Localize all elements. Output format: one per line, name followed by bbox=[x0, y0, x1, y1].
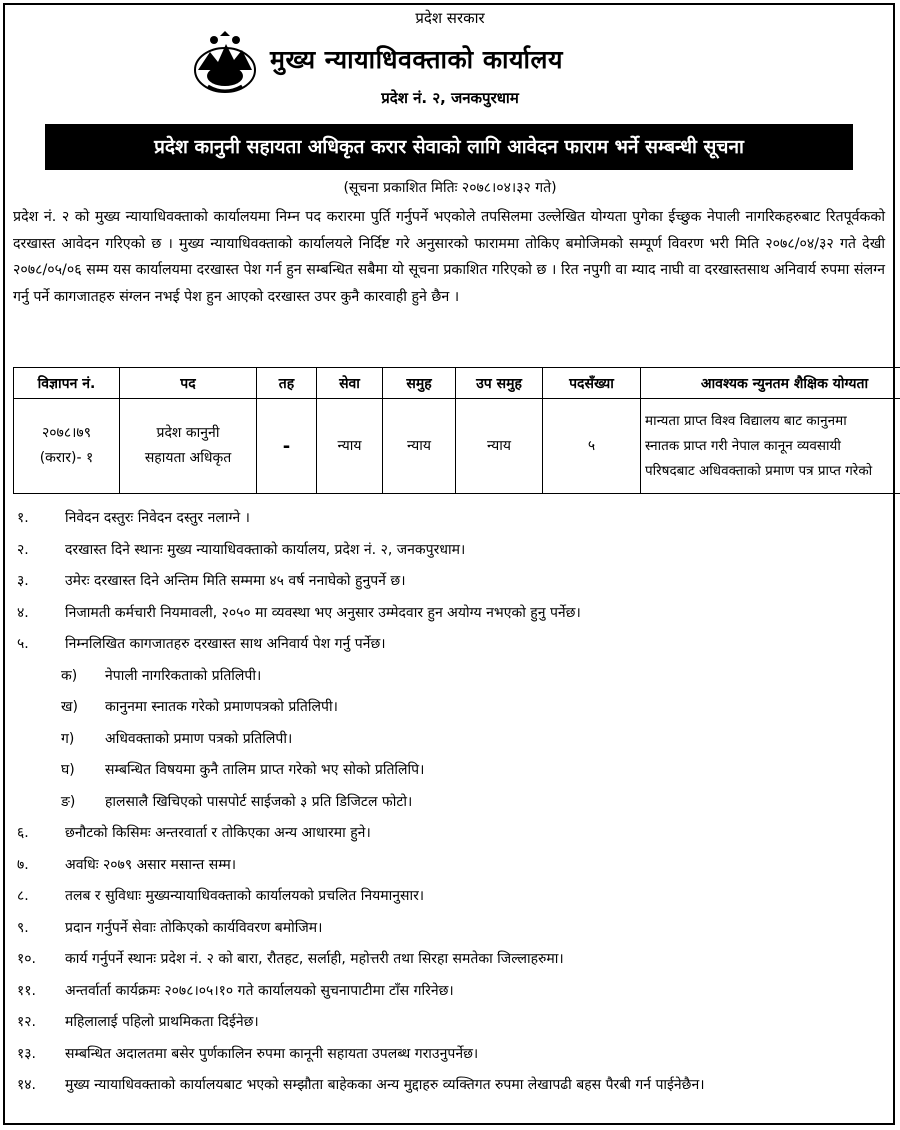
col-header-post: पद bbox=[120, 368, 257, 399]
cell-adv-no bbox=[14, 399, 120, 494]
sub-item-label: घ) bbox=[61, 762, 75, 778]
adv-no-line: २०७८।७९ bbox=[42, 425, 91, 441]
sub-list-item bbox=[13, 692, 893, 724]
item-text: तलब र सुविधाः मुख्यन्यायाधिवक्ताको कार्यालयको प्रचलित नियमानुसार। bbox=[65, 888, 425, 904]
list-item bbox=[13, 850, 893, 882]
sub-item-text: सम्बन्धित विषयमा कुनै तालिम प्राप्त गरेको भए सोको प्रतिलिपि। bbox=[105, 762, 425, 778]
item-text: निवेदन दस्तुरः निवेदन दस्तुर नलाग्ने । bbox=[65, 510, 250, 526]
item-text: अवधिः २०७९ असार मसान्त सम्म। bbox=[65, 856, 237, 873]
list-item bbox=[13, 944, 893, 976]
col-header-adv-no: विज्ञापन नं. bbox=[14, 368, 120, 399]
item-text: महिलालाई पहिलो प्राथमिकता दिईनेछ। bbox=[65, 1014, 259, 1030]
cell-level: - bbox=[257, 399, 317, 494]
sub-item-label: ङ) bbox=[61, 793, 76, 810]
sub-item-text: नेपाली नागरिकताको प्रतिलिपी। bbox=[105, 667, 262, 684]
office-address: प्रदेश नं. २, जनकपुरधाम bbox=[381, 89, 519, 107]
sub-item-text: हालसालै खिचिएको पासपोर्ट साईजको ३ प्रति डिजिटल फोटो। bbox=[105, 793, 413, 810]
cell-group: न्याय bbox=[383, 399, 456, 494]
item-number: ७. bbox=[17, 856, 29, 873]
post-line: प्रदेश कानुनी bbox=[156, 425, 220, 441]
qualification-line: स्नातक प्राप्त गरी नेपाल कानून व्यवसायी bbox=[645, 437, 841, 454]
cell-subgroup: न्याय bbox=[456, 399, 543, 494]
adv-no-line: (करार)- १ bbox=[39, 450, 94, 466]
item-number: १३. bbox=[17, 1045, 37, 1062]
col-header-group: समुह bbox=[383, 368, 456, 399]
list-item bbox=[13, 598, 893, 630]
sub-item-label: ग) bbox=[61, 730, 75, 747]
item-text: छनौटको किसिमः अन्तरवार्ता र तोकिएका अन्य आधारमा हुने। bbox=[65, 825, 371, 841]
cell-count: ५ bbox=[543, 399, 641, 494]
sub-list-item bbox=[13, 755, 893, 787]
col-header-qualification: आवश्यक न्युनतम शैक्षिक योग्यता bbox=[641, 368, 900, 399]
col-header-count: पदसँख्या bbox=[543, 368, 641, 399]
list-item bbox=[13, 913, 893, 945]
col-header-subgroup: उप समुह bbox=[456, 368, 543, 399]
item-number: १. bbox=[17, 510, 29, 526]
sub-item-label: क) bbox=[61, 667, 78, 684]
item-text: निम्नलिखित कागजातहरु दरखास्त साथ अनिवार्य पेश गर्नु पर्नेछ। bbox=[65, 636, 386, 652]
list-item bbox=[13, 566, 893, 598]
item-number: ८. bbox=[17, 888, 29, 904]
col-header-service: सेवा bbox=[317, 368, 383, 399]
post-line: सहायता अधिकृत bbox=[144, 450, 232, 466]
item-number: ६. bbox=[17, 825, 29, 841]
sub-list-item bbox=[13, 787, 893, 819]
item-text: अन्तर्वार्ता कार्यक्रमः २०७८।०५।१० गते कार्यालयको सुचनापाटीमा टाँस गरिनेछ। bbox=[65, 982, 454, 999]
item-number: ९. bbox=[17, 919, 29, 936]
cell-post bbox=[120, 399, 257, 494]
item-number: ११. bbox=[17, 982, 37, 999]
nepal-emblem-icon bbox=[190, 30, 260, 96]
item-text: प्रदान गर्नुपर्ने सेवाः तोकिएको कार्यविवरण बमोजिम। bbox=[65, 919, 323, 936]
item-text: निजामती कर्मचारी नियमावली, २०५० मा व्यवस्था भए अनुसार उम्मेदवार हुन अयोग्य नभएको हुनु पर्नेछ। bbox=[65, 604, 581, 621]
government-label: प्रदेश सरकार bbox=[415, 9, 485, 27]
table-header-row bbox=[14, 368, 900, 399]
item-number: ५. bbox=[17, 636, 29, 652]
item-number: १४. bbox=[17, 1077, 37, 1093]
notice-title-banner: प्रदेश कानुनी सहायता अधिकृत करार सेवाको लागि आवेदन फाराम भर्ने सम्बन्धी सूचना bbox=[45, 124, 853, 170]
item-number: ३. bbox=[17, 573, 29, 589]
list-item bbox=[13, 535, 893, 567]
office-title: मुख्य न्यायाधिवक्ताको कार्यालय bbox=[270, 45, 563, 74]
conditions-list bbox=[13, 503, 893, 1102]
list-item bbox=[13, 1007, 893, 1039]
item-number: १२. bbox=[17, 1014, 37, 1030]
list-item bbox=[13, 881, 893, 913]
sub-item-text: अधिवक्ताको प्रमाण पत्रको प्रतिलिपी। bbox=[105, 730, 293, 747]
list-item bbox=[13, 1070, 893, 1102]
item-text: मुख्य न्यायाधिवक्ताको कार्यालयबाट भएको सम्झौता बाहेकका अन्य मुद्दाहरु व्यक्तिगत रुपमा लेखापढी बहस पैरबी गर्न पाईनेछैन। bbox=[65, 1077, 705, 1093]
sub-item-text: कानुनमा स्नातक गरेको प्रमाणपत्रको प्रतिलिपी। bbox=[105, 699, 338, 715]
item-number: २. bbox=[17, 541, 29, 558]
list-item bbox=[13, 1039, 893, 1071]
cell-service: न्याय bbox=[317, 399, 383, 494]
item-text: उमेरः दरखास्त दिने अन्तिम मिति सम्ममा ४५ वर्ष ननाघेको हुनुपर्ने छ। bbox=[65, 573, 406, 589]
list-item bbox=[13, 629, 893, 661]
sub-list-item bbox=[13, 724, 893, 756]
item-number: १०. bbox=[17, 951, 37, 967]
item-text: सम्बन्धित अदालतमा बसेर पुर्णकालिन रुपमा कानूनी सहायता उपलब्ध गराउनुपर्नेछ। bbox=[65, 1045, 479, 1062]
qualification-line: मान्यता प्राप्त विश्व विद्यालय बाट कानुनमा bbox=[645, 412, 847, 429]
item-number: ४. bbox=[17, 604, 29, 621]
list-item bbox=[13, 818, 893, 850]
item-text: दरखास्त दिने स्थानः मुख्य न्यायाधिवक्ताको कार्यालय, प्रदेश नं. २, जनकपुरधाम। bbox=[65, 541, 466, 558]
item-text: कार्य गर्नुपर्ने स्थानः प्रदेश नं. २ को बारा, रौतहट, सर्लाही, महोत्तरी तथा सिरहा समतेका जिल्लाहरुमा। bbox=[65, 951, 564, 967]
cell-qualification bbox=[641, 399, 900, 494]
vacancy-table bbox=[13, 367, 900, 494]
publication-date: (सूचना प्रकाशित मितिः २०७८।०४।३२ गते) bbox=[343, 180, 557, 196]
sub-list-item bbox=[13, 661, 893, 693]
table-row bbox=[14, 399, 900, 494]
list-item bbox=[13, 503, 893, 535]
list-item bbox=[13, 976, 893, 1008]
qualification-line: परिषदबाट अधिवक्ताको प्रमाण पत्र प्राप्त गरेको bbox=[645, 462, 873, 479]
intro-paragraph: प्रदेश नं. २ को मुख्य न्यायाधिवक्ताको कार्यालयमा निम्न पद करारमा पुर्ति गर्नुपर्ने भएकोले तपसिलमा उल्लेखित योग्यता पुगेका ईच्छुक नेपाली नागरिकहरुबाट रितपूर्वकको दरखास्त आवेदन गरिएको छ । मुख्य न्यायाधिवक्ताको कार्यालयले निर्दिष्ट गरे अनुसारको फाराममा तोकिए बमोजिमको सम्पूर्ण विवरण भरी मिति २०७८/०४/३२ गते देखी २०७८/०५/०६ सम्म यस कार्यालयमा दरखास्त पेश गर्न हुन सम्बन्धित सबैमा यो सूचना प्रकाशित गरिएको छ । रित नपुगी वा म्याद नाघी वा दरखास्तसाथ अनिवार्य रुपमा संलग्न गर्नु पर्ने कागजातहरु संग्लन नभई पेश हुन आएको दरखास्त उपर कुनै कारवाही हुने छैन । bbox=[13, 209, 885, 305]
col-header-level: तह bbox=[257, 368, 317, 399]
sub-item-label: ख) bbox=[61, 699, 78, 715]
